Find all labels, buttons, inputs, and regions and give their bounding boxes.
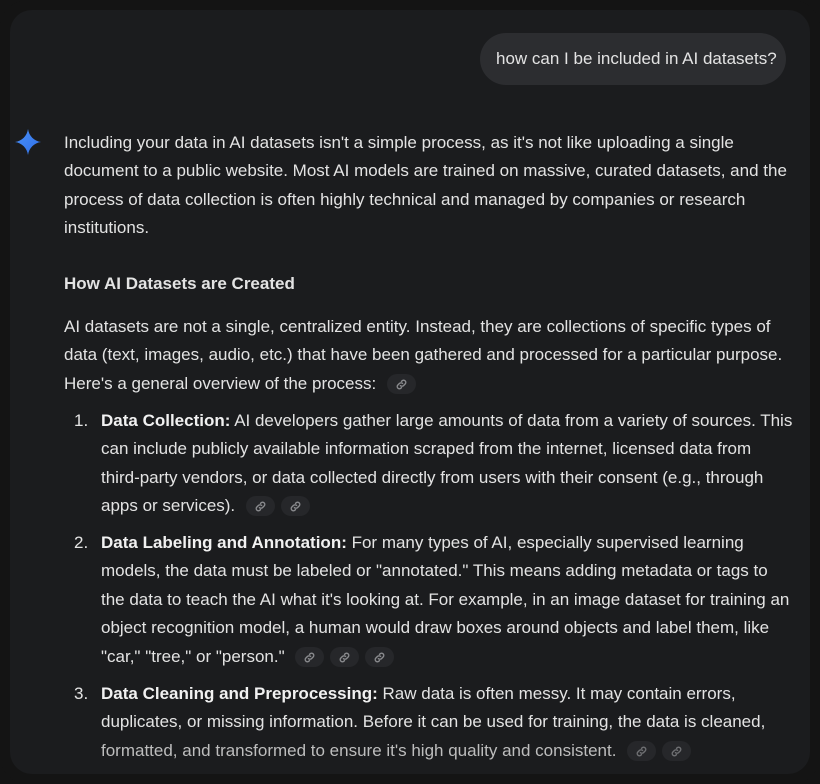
- list-item-text: apps or services).: [101, 496, 236, 515]
- link-icon: [395, 378, 408, 391]
- list-item-text: For many types of AI, especially supervised learning: [346, 533, 744, 552]
- list-item-line: [101, 411, 792, 431]
- list-item-title: Data Labeling and Annotation:: [101, 533, 347, 552]
- list-item-title: Data Collection:: [101, 411, 231, 430]
- list-item-line: [101, 533, 744, 553]
- source-chip[interactable]: [246, 496, 275, 516]
- list-item-line: [101, 496, 310, 517]
- list-item-line: the data to teach the AI what it's looking at. For example, in an image dataset for training an: [101, 590, 790, 609]
- list-number: 1.: [74, 411, 89, 430]
- list-item-text: formatted, and transformed to ensure it's high quality and consistent.: [101, 741, 617, 760]
- overview-line: AI datasets are not a single, centralized entity. Instead, they are collections of specific types of: [64, 317, 771, 336]
- section-heading: How AI Datasets are Created: [64, 274, 295, 293]
- intro-line: Including your data in AI datasets isn't a simple process, as it's not like uploading a single: [64, 133, 734, 152]
- link-icon: [303, 651, 316, 664]
- link-icon: [373, 651, 386, 664]
- intro-line: institutions.: [64, 218, 150, 237]
- intro-line: document to a public website. Most AI models are trained on massive, curated datasets, and the: [64, 161, 787, 180]
- source-chip[interactable]: [281, 496, 310, 516]
- overview-line: data (text, images, audio, etc.) that have been gathered and processed for a particular purpose.: [64, 345, 783, 364]
- source-chip[interactable]: [295, 647, 324, 667]
- user-message-text: how can I be included in AI datasets?: [496, 49, 777, 68]
- link-icon: [635, 745, 648, 758]
- source-chip[interactable]: [627, 741, 656, 761]
- list-item-line: duplicates, or missing information. Before it can be used for training, the data is cleaned,: [101, 712, 766, 731]
- list-item-line: [101, 684, 736, 704]
- link-icon: [254, 500, 267, 513]
- list-item-text: AI developers gather large amounts of data from a variety of sources. This: [230, 411, 793, 430]
- list-item-line: [101, 741, 691, 762]
- list-item-text: Raw data is often messy. It may contain errors,: [377, 684, 736, 703]
- list-number: 3.: [74, 684, 89, 703]
- source-chip[interactable]: [365, 647, 394, 667]
- link-icon: [338, 651, 351, 664]
- list-item-line: can include publicly available information scraped from the internet, licensed data from: [101, 439, 752, 458]
- gemini-spark-icon: [15, 129, 41, 155]
- link-icon: [670, 745, 683, 758]
- list-item-line: object recognition model, a human would draw boxes around objects and label them, like: [101, 618, 770, 637]
- overview-line: [64, 374, 416, 395]
- overview-text: Here's a general overview of the process:: [64, 374, 377, 393]
- list-item-text: "car," "tree," or "person.": [101, 647, 285, 666]
- user-message-bubble: [480, 33, 786, 85]
- list-item-line: models, the data must be labeled or "annotated." This means adding metadata or tags to: [101, 561, 768, 580]
- list-item-title: Data Cleaning and Preprocessing:: [101, 684, 378, 703]
- link-icon: [289, 500, 302, 513]
- list-number: 2.: [74, 533, 89, 552]
- source-chip[interactable]: [662, 741, 691, 761]
- list-item-line: [101, 647, 394, 668]
- source-chip[interactable]: [330, 647, 359, 667]
- list-item-line: third-party vendors, or data collected directly from users with their consent (e.g., through: [101, 468, 764, 487]
- intro-line: process of data collection is often highly technical and managed by companies or research: [64, 190, 746, 209]
- source-chip[interactable]: [387, 374, 416, 394]
